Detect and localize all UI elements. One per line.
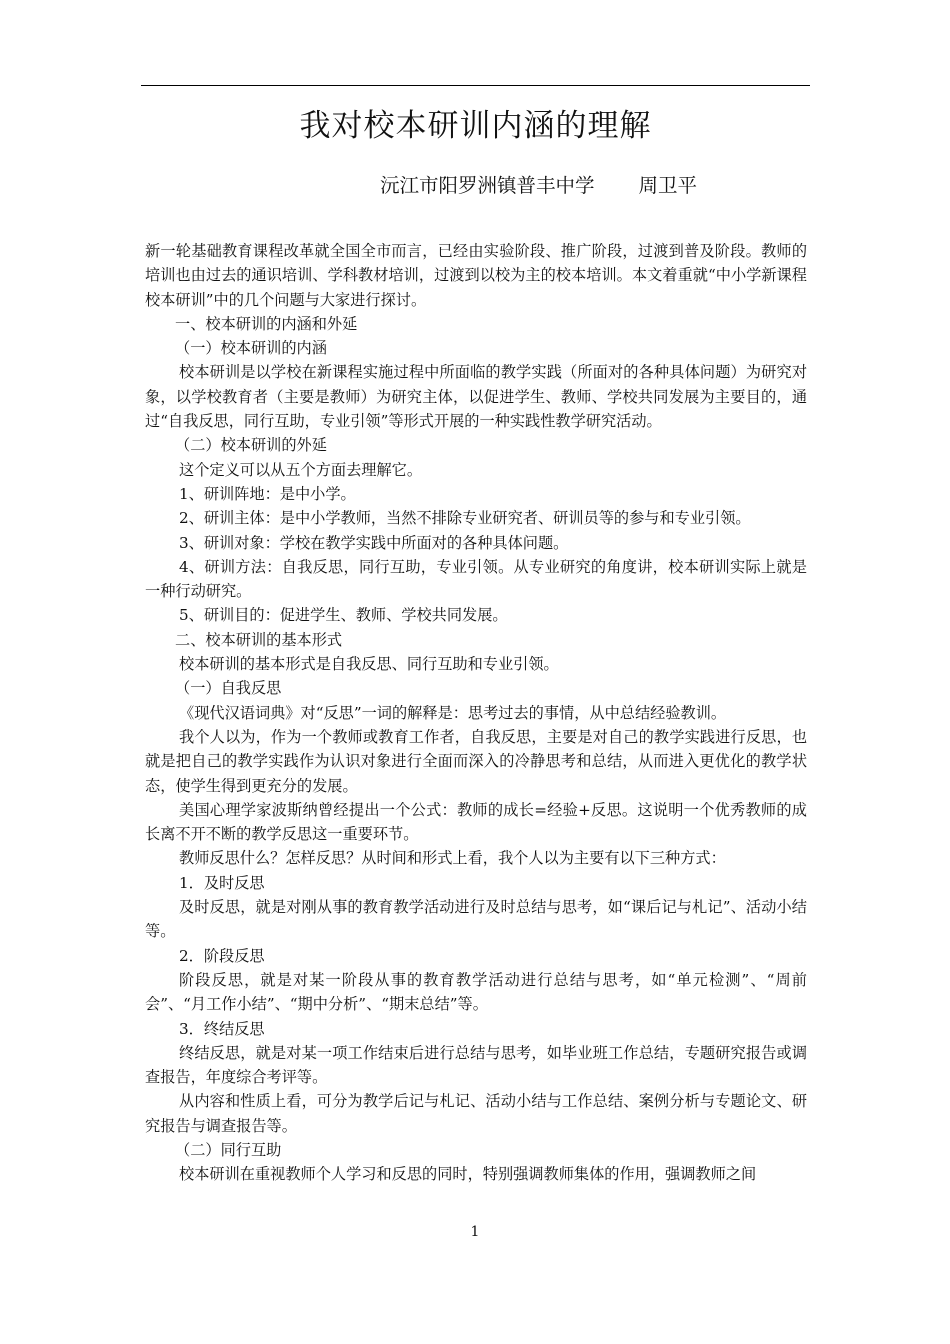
document-body bbox=[145, 239, 807, 1187]
byline-school: 沅江市阳罗洲镇普丰中学 bbox=[380, 174, 595, 197]
numbered-heading: 1．及时反思 bbox=[179, 873, 265, 892]
body-paragraph: 《现代汉语词典》对“反思”一词的解释是：思考过去的事情，从中总结经验教训。 bbox=[179, 703, 727, 722]
subsection-heading: （一）校本研训的内涵 bbox=[175, 339, 327, 358]
list-item: 2、研训主体：是中小学教师，当然不排除专业研究者、研训员等的参与和专业引领。 bbox=[179, 509, 751, 528]
body-paragraph: 从内容和性质上看，可分为教学后记与札记、活动小结与工作总结、案例分析与专题论文、研究报告与调查报告等。 bbox=[145, 1092, 807, 1135]
body-paragraph: 美国心理学家波斯纳曾经提出一个公式：教师的成长=经验+反思。这说明一个优秀教师的成长离不开不断的教学反思这一重要环节。 bbox=[145, 800, 807, 844]
section-heading: 二、校本研训的基本形式 bbox=[175, 630, 343, 649]
byline bbox=[380, 171, 697, 201]
numbered-heading: 3．终结反思 bbox=[179, 1019, 265, 1038]
list-item: 4、研训方法：自我反思，同行互助，专业引领。从专业研究的角度讲，校本研训实际上就是一种行动研究。 bbox=[145, 557, 807, 601]
subsection-heading: （一）自我反思 bbox=[175, 679, 282, 698]
document-title: 我对校本研训内涵的理解 bbox=[299, 108, 652, 144]
body-paragraph: 我个人以为，作为一个教师或教育工作者，自我反思，主要是对自己的教学实践进行反思，也就是把自己的教学实践作为认识对象进行全面而深入的冷静思考和总结，从而进入更优化的教学状态，使学生得到更充分的发展。 bbox=[145, 727, 807, 795]
body-paragraph: 阶段反思，就是对某一阶段从事的教育教学活动进行总结与思考，如“单元检测”、“周前会”、“月工作小结”、“期中分析”、“期末总结”等。 bbox=[145, 970, 807, 1014]
list-item: 3、研训对象：学校在教学实践中所面对的各种具体问题。 bbox=[179, 533, 569, 552]
numbered-heading: 2．阶段反思 bbox=[179, 946, 265, 965]
intro-paragraph: 新一轮基础教育课程改革就全国全市而言，已经由实验阶段、推广阶段，过渡到普及阶段。教师的培训也由过去的通识培训、学科教材培训，过渡到以校为主的校本培训。本文着重就“中小学新课程校本研训”中的几个问题与大家进行探讨。 bbox=[145, 242, 807, 309]
byline-author: 周卫平 bbox=[638, 174, 698, 197]
subsection-heading: （二）校本研训的外延 bbox=[175, 436, 327, 455]
header-rule bbox=[141, 85, 810, 86]
page-number: 1 bbox=[470, 1224, 480, 1240]
subsection-heading: （二）同行互助 bbox=[175, 1140, 282, 1159]
body-paragraph: 终结反思，就是对某一项工作结束后进行总结与思考，如毕业班工作总结，专题研究报告或调查报告，年度综合考评等。 bbox=[145, 1043, 807, 1087]
body-paragraph: 及时反思，就是对刚从事的教育教学活动进行及时总结与思考，如“课后记与札记”、活动小结等。 bbox=[145, 898, 807, 941]
list-item: 5、研训目的：促进学生、教师、学校共同发展。 bbox=[179, 606, 508, 625]
body-paragraph: 教师反思什么？怎样反思？从时间和形式上看，我个人以为主要有以下三种方式： bbox=[179, 849, 726, 868]
body-paragraph: 这个定义可以从五个方面去理解它。 bbox=[179, 460, 422, 479]
body-paragraph: 校本研训是以学校在新课程实施过程中所面临的教学实践（所面对的各种具体问题）为研究对象，以学校教育者（主要是教师）为研究主体，以促进学生、教师、学校共同发展为主要目的，通过“自我反思，同行互助，专业引领”等形式开展的一种实践性教学研究活动。 bbox=[145, 363, 807, 431]
list-item: 1、研训阵地：是中小学。 bbox=[179, 484, 356, 503]
body-paragraph: 校本研训的基本形式是自我反思、同行互助和专业引领。 bbox=[179, 655, 559, 674]
body-paragraph: 校本研训在重视教师个人学习和反思的同时，特别强调教师集体的作用，强调教师之间 bbox=[179, 1165, 757, 1184]
section-heading: 一、校本研训的内涵和外延 bbox=[175, 314, 358, 333]
